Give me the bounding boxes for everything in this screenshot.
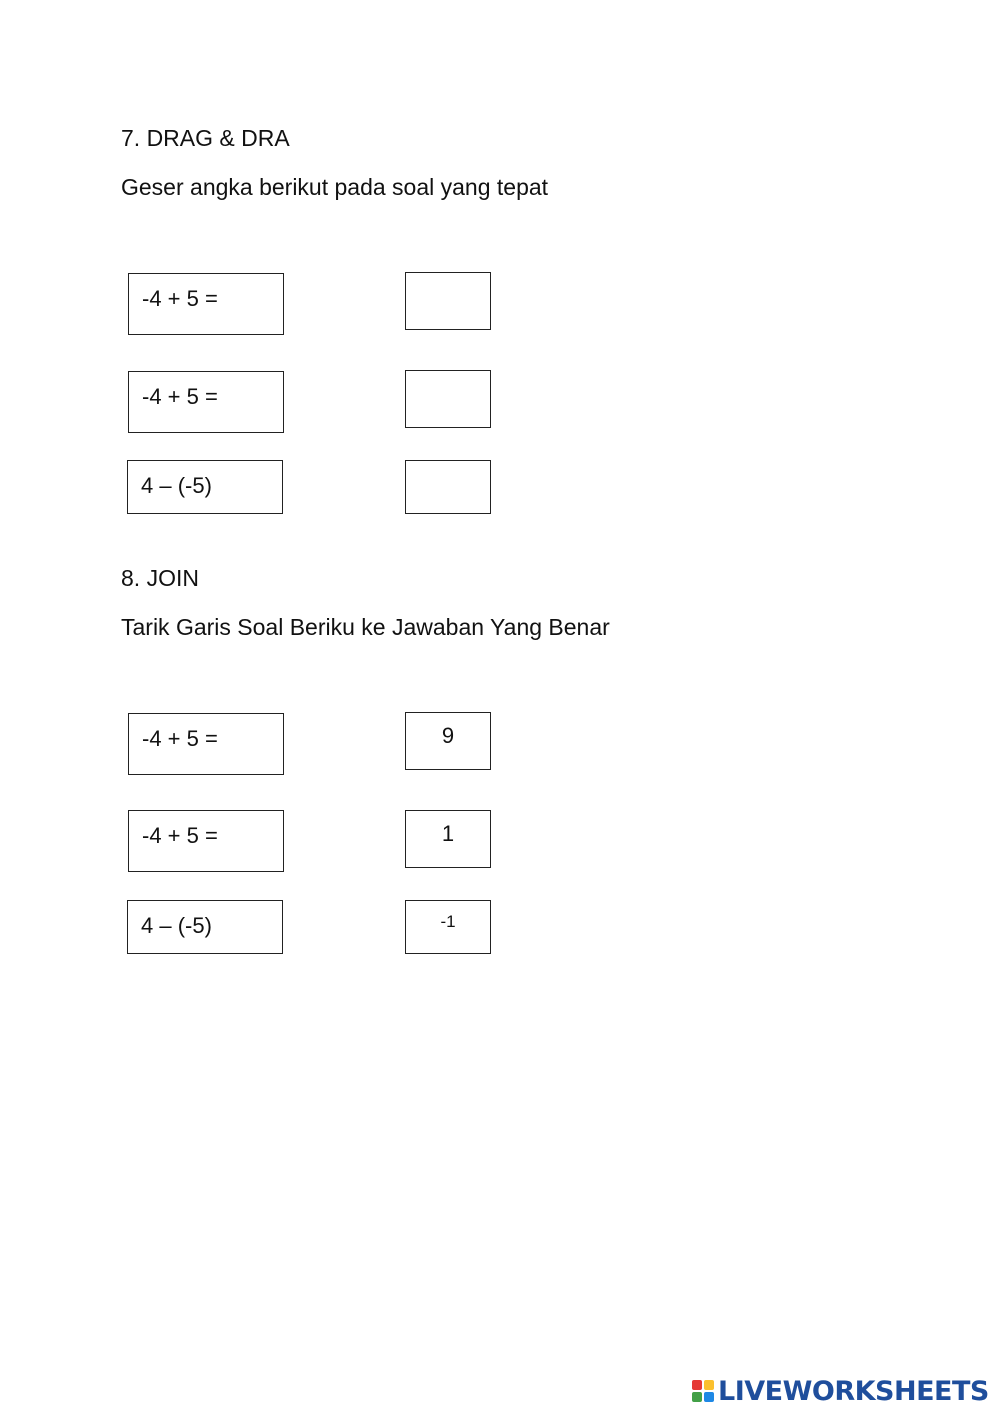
section-8-title: 8. JOIN xyxy=(121,565,199,591)
question-text: -4 + 5 = xyxy=(142,726,218,751)
question-box xyxy=(128,273,284,335)
section-7-instruction: Geser angka berikut pada soal yang tepat xyxy=(121,174,549,200)
drop-target-box[interactable] xyxy=(405,370,491,428)
logo-square-icon xyxy=(704,1380,714,1390)
logo-square-icon xyxy=(704,1392,714,1402)
answer-box[interactable] xyxy=(405,810,491,868)
answer-text xyxy=(406,371,490,381)
answer-box[interactable] xyxy=(405,900,491,954)
logo-square-icon xyxy=(692,1380,702,1390)
section-8-instruction: Tarik Garis Soal Beriku ke Jawaban Yang Benar xyxy=(121,614,610,640)
section-7-title: 7. DRAG & DRA xyxy=(121,125,290,151)
question-box xyxy=(127,460,283,514)
liveworksheets-logo xyxy=(692,1374,989,1408)
logo-text: LIVEWORKSHEETS xyxy=(718,1375,989,1407)
answer-text xyxy=(406,461,490,471)
answer-text: 9 xyxy=(441,723,455,748)
question-text: -4 + 5 = xyxy=(142,823,218,848)
answer-box[interactable] xyxy=(405,712,491,770)
drop-target-box[interactable] xyxy=(405,272,491,330)
question-box xyxy=(128,371,284,433)
answer-text: 1 xyxy=(441,821,455,846)
question-box[interactable] xyxy=(128,713,284,775)
question-text: -4 + 5 = xyxy=(142,286,218,311)
question-box[interactable] xyxy=(127,900,283,954)
logo-icon xyxy=(692,1380,714,1402)
logo-square-icon xyxy=(692,1392,702,1402)
question-text: 4 – (-5) xyxy=(141,473,212,498)
drop-target-box[interactable] xyxy=(405,460,491,514)
question-text: -4 + 5 = xyxy=(142,384,218,409)
question-box[interactable] xyxy=(128,810,284,872)
question-text: 4 – (-5) xyxy=(141,913,212,938)
answer-text: -1 xyxy=(440,912,456,931)
answer-text xyxy=(406,273,490,283)
